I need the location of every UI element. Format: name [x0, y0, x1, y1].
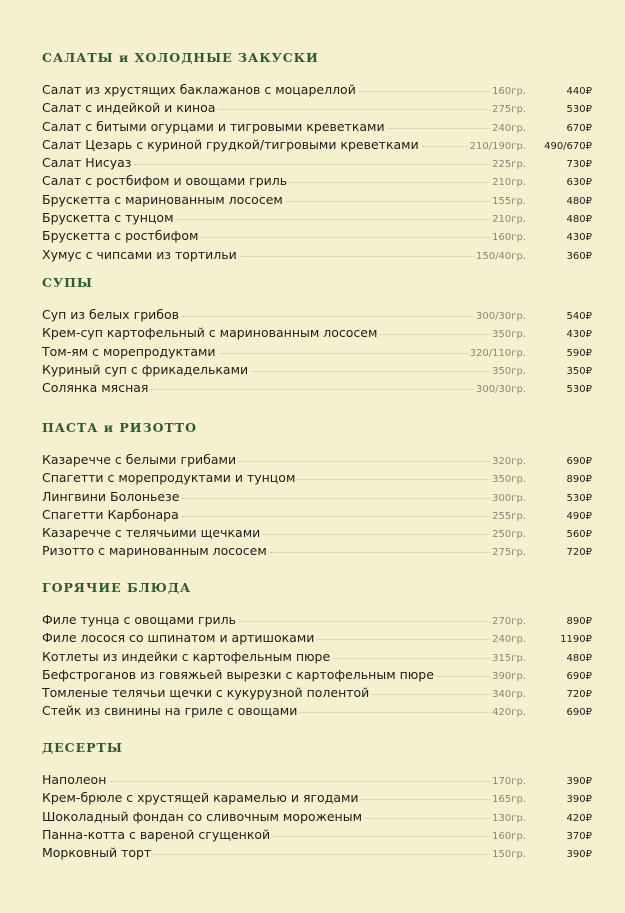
dish-weight: 300/30гр. — [476, 311, 526, 322]
dish-price: 530₽ — [566, 492, 592, 504]
dish-name: Томленые телячьи щечки с кукурузной полентой — [42, 685, 370, 701]
dot-leader — [317, 639, 490, 640]
menu-item — [42, 99, 592, 117]
dish-price: 890₽ — [566, 474, 592, 486]
menu-item — [42, 648, 592, 666]
dot-leader — [219, 353, 468, 354]
dish-weight: 420гр. — [492, 707, 526, 719]
dot-leader — [388, 128, 491, 129]
section-soups — [42, 274, 592, 397]
dot-leader — [109, 781, 490, 782]
dot-leader — [372, 694, 490, 695]
dish-price: 480₽ — [566, 214, 592, 226]
section-hot-dishes — [42, 579, 592, 721]
dish-name: Брускетта с тунцом — [42, 210, 174, 226]
menu-item — [42, 324, 592, 342]
dish-name: Брускетта с маринованным лососем — [42, 191, 283, 207]
dish-weight: 210гр. — [492, 177, 526, 189]
dot-leader — [151, 389, 474, 390]
dish-name: Брускетта с ростбифом — [42, 228, 199, 244]
menu-item — [42, 488, 592, 506]
dish-weight: 350гр. — [492, 329, 526, 341]
dish-price: 720₽ — [566, 547, 592, 559]
dot-leader — [273, 836, 490, 837]
dot-leader — [300, 712, 490, 713]
dish-weight: 150/40гр. — [476, 250, 526, 262]
dish-weight: 240гр. — [492, 634, 526, 646]
dish-name: Салат с ростбифом и овощами гриль — [42, 173, 288, 189]
dish-weight: 160гр. — [492, 232, 526, 244]
items-list — [42, 306, 592, 397]
dish-price: 390₽ — [566, 849, 592, 861]
dot-leader — [239, 461, 490, 462]
dish-weight: 160гр. — [492, 86, 526, 97]
dish-price: 670₽ — [566, 122, 592, 134]
dot-leader — [134, 164, 490, 165]
dish-price: 390₽ — [566, 794, 592, 806]
dish-price: 630₽ — [566, 177, 592, 189]
section-title: САЛАТЫ и ХОЛОДНЫЕ ЗАКУСКИ — [42, 50, 319, 65]
menu-item — [42, 227, 592, 245]
dish-price: 530₽ — [566, 384, 592, 396]
dish-price: 480₽ — [566, 652, 592, 664]
menu-item — [42, 844, 592, 862]
dish-price: 720₽ — [566, 689, 592, 701]
dish-price: 730₽ — [566, 159, 592, 171]
dish-price: 540₽ — [566, 311, 592, 322]
dot-leader — [218, 109, 490, 110]
section-title: ПАСТА и РИЗОТТО — [42, 420, 197, 435]
dish-weight: 150гр. — [492, 849, 526, 861]
dot-leader — [422, 146, 468, 147]
dish-name: Крем-брюле с хрустящей карамелью и ягодами — [42, 790, 359, 806]
dish-price: 360₽ — [566, 250, 592, 262]
dish-price: 530₽ — [566, 104, 592, 116]
dish-price: 590₽ — [566, 347, 592, 359]
dish-name: Салат Нисуаз — [42, 155, 132, 171]
dish-price: 430₽ — [566, 232, 592, 244]
dish-name: Спагетти Карбонара — [42, 506, 179, 522]
menu-item — [42, 154, 592, 172]
menu-item — [42, 379, 592, 397]
dish-weight: 300гр. — [492, 492, 526, 504]
dish-name: Казаречче с белыми грибами — [42, 452, 237, 467]
dish-name: Солянка мясная — [42, 380, 149, 396]
dish-weight: 240гр. — [492, 122, 526, 134]
items-list — [42, 771, 592, 862]
dish-weight: 255гр. — [492, 510, 526, 522]
dot-leader — [298, 479, 490, 480]
dish-price: 430₽ — [566, 329, 592, 341]
menu-item — [42, 81, 592, 99]
dish-weight: 275гр. — [492, 547, 526, 559]
dish-price: 690₽ — [566, 456, 592, 467]
dish-name: Стейк из свинины на гриле с овощами — [42, 703, 298, 719]
menu-item — [42, 306, 592, 324]
dot-leader — [201, 237, 490, 238]
dish-name: Панна-котта с вареной сгущенкой — [42, 826, 271, 842]
dish-price: 1190₽ — [560, 634, 592, 646]
dish-name: Ризотто с маринованным лососем — [42, 543, 267, 559]
dish-weight: 130гр. — [492, 812, 526, 824]
menu-item — [42, 808, 592, 826]
dot-leader — [263, 534, 490, 535]
dish-weight: 225гр. — [492, 159, 526, 171]
section-title: ДЕСЕРТЫ — [42, 740, 123, 755]
items-list — [42, 451, 592, 561]
menu-item — [42, 118, 592, 136]
dish-name: Спагетти с морепродуктами и тунцом — [42, 470, 296, 486]
dish-name: Хумус с чипсами из тортильи — [42, 246, 237, 262]
dish-weight: 320гр. — [492, 456, 526, 467]
menu-item — [42, 702, 592, 720]
dish-name: Бефстроганов из говяжьей вырезки с картофельным пюре — [42, 666, 434, 682]
dot-leader — [182, 516, 490, 517]
dot-leader — [290, 182, 490, 183]
dish-price: 690₽ — [566, 707, 592, 719]
dish-weight: 155гр. — [492, 195, 526, 207]
menu-item — [42, 469, 592, 487]
dish-name: Салат с индейкой и киноа — [42, 100, 216, 116]
dish-weight: 390гр. — [492, 670, 526, 682]
dot-leader — [240, 256, 474, 257]
section-pasta — [42, 419, 592, 561]
dot-leader — [437, 676, 490, 677]
dish-name: Салат с битыми огурцами и тигровыми креветками — [42, 118, 385, 134]
dish-weight: 170гр. — [492, 776, 526, 787]
dish-name: Наполеон — [42, 772, 107, 787]
menu-item — [42, 361, 592, 379]
dot-leader — [182, 498, 490, 499]
menu-item — [42, 506, 592, 524]
dish-name: Лингвини Болоньезе — [42, 488, 180, 504]
menu-item — [42, 451, 592, 469]
menu-item — [42, 172, 592, 190]
dish-price: 890₽ — [566, 616, 592, 627]
dish-weight: 275гр. — [492, 104, 526, 116]
dish-price: 390₽ — [566, 776, 592, 787]
dot-leader — [380, 334, 490, 335]
dot-leader — [251, 371, 490, 372]
dish-price: 350₽ — [566, 365, 592, 377]
section-title: ГОРЯЧИЕ БЛЮДА — [42, 580, 192, 595]
dish-weight: 315гр. — [492, 652, 526, 664]
menu-item — [42, 629, 592, 647]
dish-name: Шоколадный фондан со сливочным мороженым — [42, 808, 363, 824]
menu-item — [42, 771, 592, 789]
dot-leader — [333, 658, 490, 659]
menu-item — [42, 343, 592, 361]
dish-weight: 210гр. — [492, 214, 526, 226]
dish-weight: 320/110гр. — [469, 347, 526, 359]
dish-price: 490₽ — [566, 510, 592, 522]
menu-item — [42, 542, 592, 560]
dot-leader — [286, 201, 490, 202]
menu-item — [42, 136, 592, 154]
dish-name: Филе тунца с овощами гриль — [42, 612, 236, 627]
dish-name: Том-ям с морепродуктами — [42, 343, 216, 359]
menu-item — [42, 789, 592, 807]
dish-price: 370₽ — [566, 830, 592, 842]
dish-name: Казаречче с телячьими щечками — [42, 525, 261, 541]
dish-name: Куриный суп с фрикадельками — [42, 361, 249, 377]
dish-name: Крем-суп картофельный с маринованным лососем — [42, 325, 378, 341]
dot-leader — [154, 854, 490, 855]
dot-leader — [177, 219, 491, 220]
dish-name: Салат Цезарь с куриной грудкой/тигровыми креветками — [42, 136, 419, 152]
dot-leader — [270, 552, 490, 553]
items-list — [42, 611, 592, 721]
dish-weight: 160гр. — [492, 830, 526, 842]
dish-weight: 340гр. — [492, 689, 526, 701]
menu-item — [42, 611, 592, 629]
menu-item — [42, 209, 592, 227]
dish-weight: 350гр. — [492, 365, 526, 377]
dish-weight: 165гр. — [492, 794, 526, 806]
dish-weight: 210/190гр. — [469, 140, 526, 152]
dish-name: Морковный торт — [42, 845, 152, 861]
section-desserts — [42, 739, 592, 862]
dish-price: 560₽ — [566, 529, 592, 541]
section-title: СУПЫ — [42, 275, 93, 290]
menu-item — [42, 524, 592, 542]
dish-name: Котлеты из индейки с картофельным пюре — [42, 648, 331, 664]
menu-item — [42, 191, 592, 209]
dot-leader — [365, 818, 490, 819]
dish-price: 690₽ — [566, 670, 592, 682]
menu-item — [42, 246, 592, 264]
dish-price: 440₽ — [566, 86, 592, 97]
dish-name: Филе лосося со шпинатом и артишоками — [42, 630, 315, 646]
dish-price: 420₽ — [566, 812, 592, 824]
items-list — [42, 81, 592, 264]
dish-price: 490/670₽ — [544, 140, 592, 152]
dot-leader — [182, 316, 474, 317]
dish-weight: 300/30гр. — [476, 384, 526, 396]
dot-leader — [239, 621, 490, 622]
menu-item — [42, 826, 592, 844]
dish-weight: 270гр. — [492, 616, 526, 627]
dish-weight: 250гр. — [492, 529, 526, 541]
dot-leader — [362, 799, 491, 800]
dot-leader — [359, 91, 490, 92]
menu-item — [42, 666, 592, 684]
dish-name: Суп из белых грибов — [42, 307, 179, 322]
section-salads — [42, 49, 592, 264]
dish-price: 480₽ — [566, 195, 592, 207]
dish-weight: 350гр. — [492, 474, 526, 486]
menu-item — [42, 684, 592, 702]
dish-name: Салат из хрустящих баклажанов с моцареллой — [42, 82, 356, 97]
